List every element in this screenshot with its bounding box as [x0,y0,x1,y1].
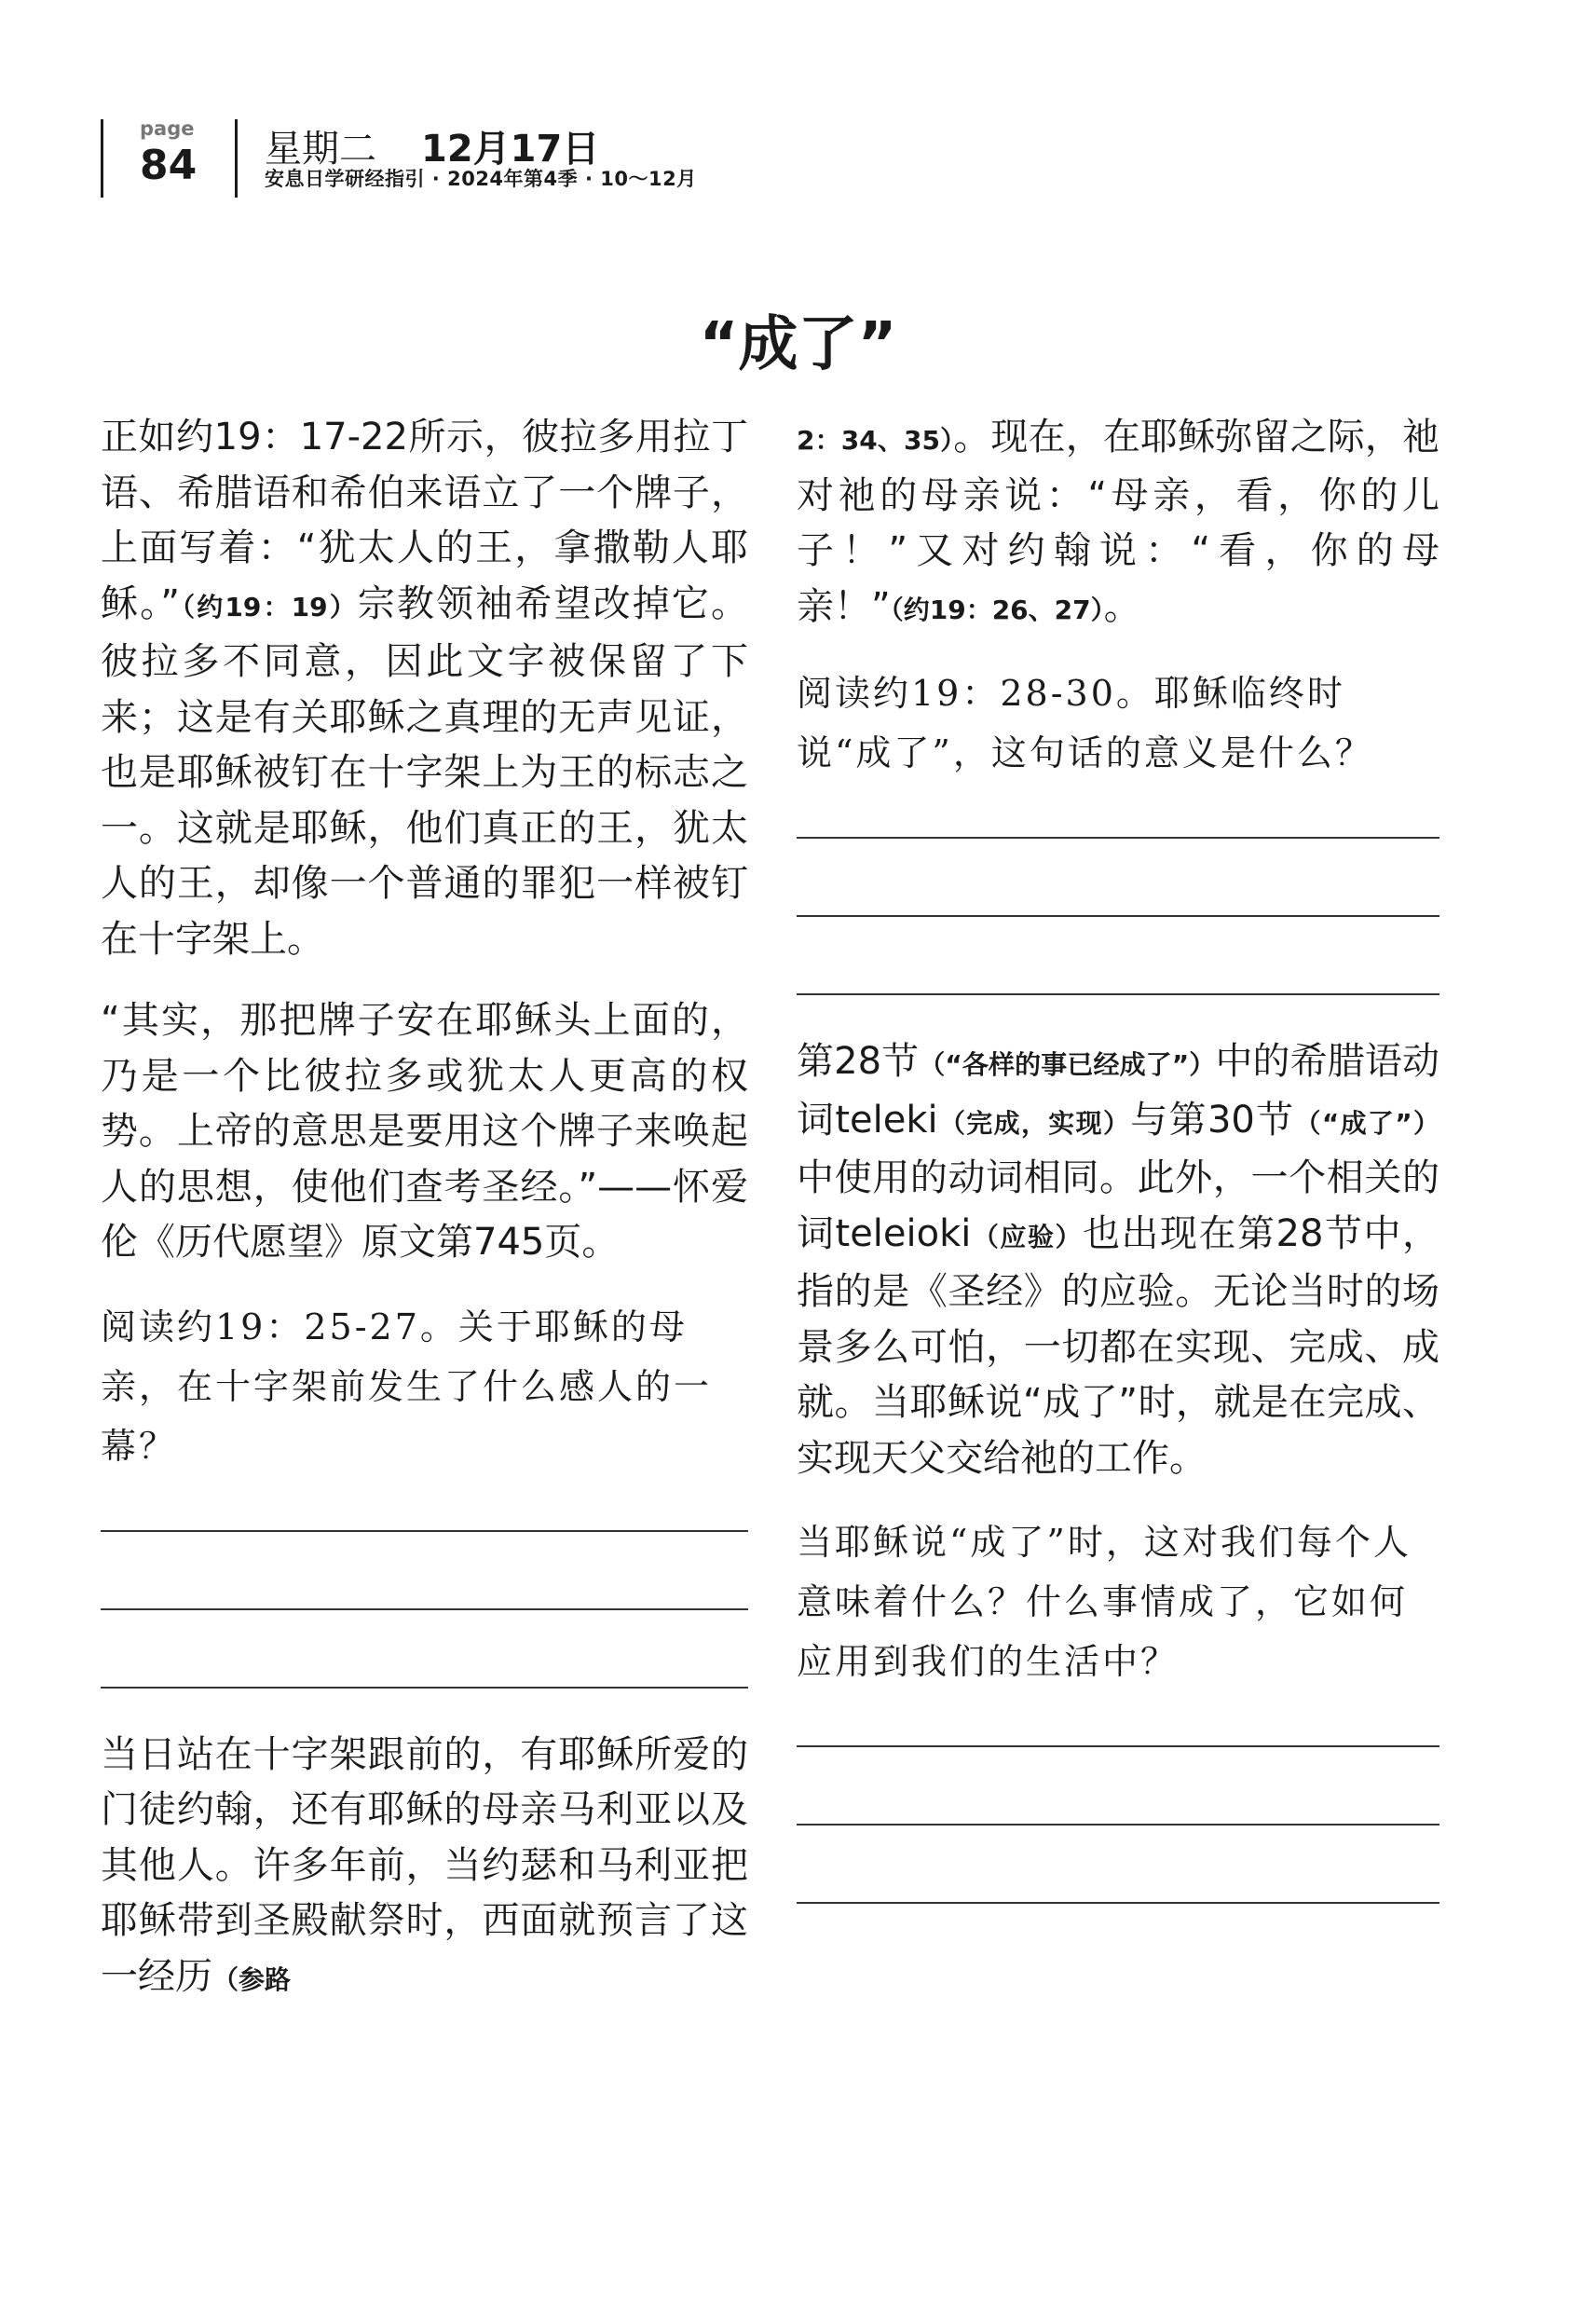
page-number: 84 [140,142,198,189]
answer-line[interactable] [101,1687,748,1689]
lesson-title: “成了” [699,310,897,379]
answer-line[interactable] [797,1902,1439,1904]
reference-john-19-26: （约19：26、27） [890,594,1104,625]
reference-john-19-19: （约19：19） [179,591,358,622]
note-teleioki: （应验） [971,1221,1083,1252]
question-3: 当耶稣说“成了”时，这对我们每个人意味着什么？什么事情成了，它如何应用到我们的生活中？ [797,1522,1412,1682]
left-column [101,410,748,2033]
paragraph-mother-end: 。 [1103,584,1141,628]
paragraph-teleki-e: 也出现在第28节中，指的是《圣经》的应验。无论当时的场景多么可怕，一切都在实现、完成、成就。当耶稣说“成了”时，就是在完成、实现天父交给祂的工作。 [797,1211,1439,1480]
answer-line[interactable] [797,1745,1439,1747]
paragraph-sign-text-b: 宗教领袖希望改掉它。彼拉多不同意，因此文字被保留了下来；这是有关耶稣之真理的无声见证，也是耶稣被钉在十字架上为王的标志之一。这就是耶稣，他们真正的王，犹太人的王，却像一个普通的罪犯一样被钉在十字架上。 [101,581,748,961]
weekday: 星期二 [265,128,376,171]
note-verse-28: （“各样的事已经成了”） [919,1049,1216,1080]
guide-subtitle: 安息日学研经指引 · 2024年第4季 · 10～12月 [265,168,697,190]
header-divider-right [235,119,238,198]
date: 12月17日 [421,128,600,171]
paragraph-mother [797,410,1439,637]
reference-luke: （参路 [212,1963,292,1995]
answer-line[interactable] [101,1608,748,1610]
paragraph-quote: “其实，那把牌子安在耶稣头上面的，乃是一个比彼拉多或犹太人更高的权势。上帝的意思是要用这个牌子来唤起人的思想，使他们查考圣经。”——怀爱伦《历代愿望》原文第745页。 [101,999,748,1264]
answer-line[interactable] [797,837,1439,839]
paragraph-teleki [797,1034,1439,1486]
paragraph-teleki-b: 中的希腊语动词teleki [797,1040,1440,1142]
paragraph-teleki-a: 第28节 [797,1040,920,1083]
paragraph-cross [101,1728,748,2008]
answer-line[interactable] [797,993,1439,995]
paragraph-cross-text: 当日站在十字架跟前的，有耶稣所爱的门徒约翰，还有耶稣的母亲马利亚以及其他人。许多年前，当约瑟和马利亚把耶稣带到圣殿献祭时，西面就预言了这一经历 [101,1732,748,1998]
right-column [797,410,1439,1904]
answer-line[interactable] [101,1530,748,1532]
note-verse-30: （“成了”） [1294,1107,1439,1139]
paragraph-mother-text: 。现在，在耶稣弥留之际，祂对祂的母亲说：“母亲，看，你的儿子！”又对约翰说：“看，你的母亲！” [797,416,1439,628]
answer-line[interactable] [797,915,1439,917]
question-2: 阅读约19：28-30。耶稣临终时说“成了”，这句话的意义是什么？ [797,673,1373,773]
page-label: page [140,117,195,140]
answer-lines-1[interactable] [101,1530,748,1689]
page-header [0,0,1596,214]
answer-line[interactable] [797,1824,1439,1826]
question-1: 阅读约19：25-27。关于耶稣的母亲，在十字架前发生了什么感人的一幕？ [101,1306,713,1467]
reference-luke-2-34: 2：34、35） [797,425,954,456]
paragraph-sign [101,410,748,967]
paragraph-teleki-d: 中使用的动词相同。此外，一个相关的词teleioki [797,1156,1439,1255]
answer-lines-3[interactable] [797,1745,1439,1904]
note-teleki: （完成，实现） [937,1107,1131,1139]
paragraph-sign-text-a: 正如约19：17-22所示，彼拉多用拉丁语、希腊语和希伯来语立了一个牌子，上面写着：“犹太人的王，拿撒勒人耶稣。” [101,416,748,625]
header-divider-left [101,119,103,198]
answer-lines-2[interactable] [797,837,1439,995]
paragraph-teleki-c: 与第30节 [1130,1098,1295,1142]
